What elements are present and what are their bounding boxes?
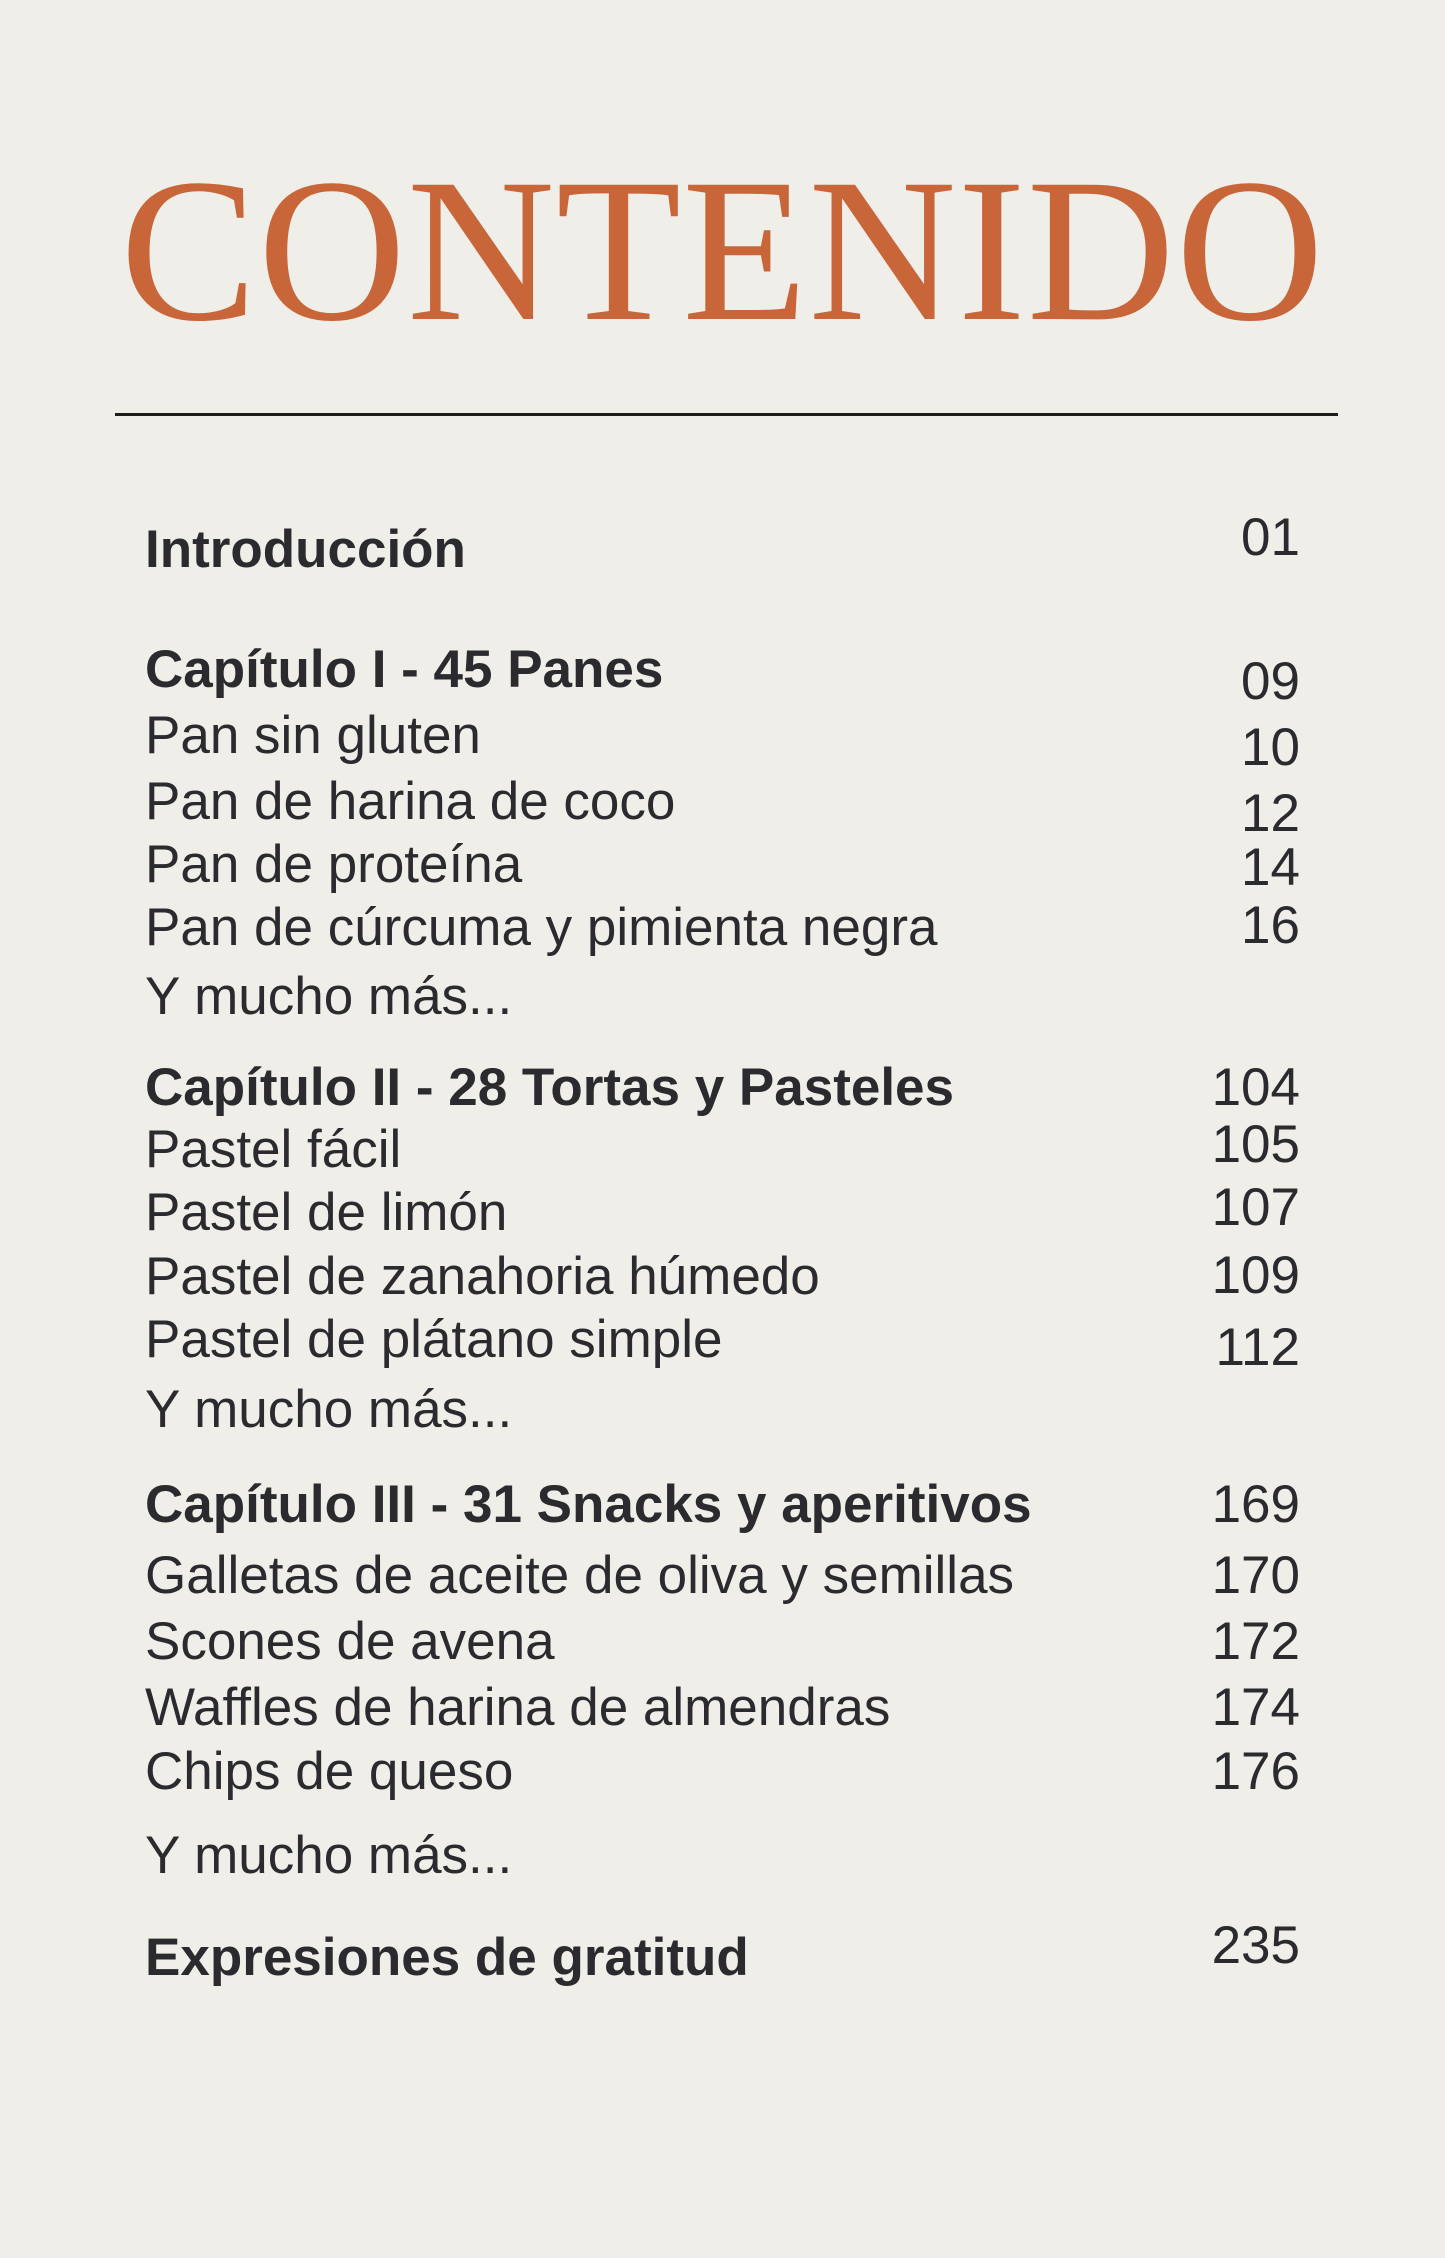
toc-entry: Pastel de plátano simple <box>145 1310 723 1369</box>
toc-page: 10 <box>1241 718 1300 777</box>
toc-chapter-2-page: 104 <box>1211 1058 1300 1117</box>
toc-page: 170 <box>1211 1546 1300 1605</box>
toc-page: 12 <box>1241 784 1300 843</box>
page-title: CONTENIDO <box>120 137 1325 364</box>
toc-chapter-3-heading: Capítulo III - 31 Snacks y aperitivos <box>145 1475 1032 1534</box>
toc-entry: Pastel fácil <box>145 1120 402 1179</box>
toc-entry: Waffles de harina de almendras <box>145 1678 891 1737</box>
toc-entry: Pan de proteína <box>145 835 523 894</box>
toc-entry: Scones de avena <box>145 1612 555 1671</box>
toc-entry-gratitud: Expresiones de gratitud <box>145 1928 749 1987</box>
toc-more: Y mucho más... <box>145 1826 513 1885</box>
toc-entry: Pastel de limón <box>145 1183 508 1242</box>
toc-page: 174 <box>1211 1678 1300 1737</box>
toc-entry-introduccion: Introducción <box>145 520 466 579</box>
toc-entry: Pan sin gluten <box>145 706 481 765</box>
toc-page: 105 <box>1211 1115 1300 1174</box>
toc-more: Y mucho más... <box>145 967 513 1026</box>
toc-page: 176 <box>1211 1742 1300 1801</box>
toc-page: 16 <box>1241 896 1300 955</box>
toc-chapter-1-heading: Capítulo I - 45 Panes <box>145 640 664 699</box>
toc-page: 14 <box>1241 838 1300 897</box>
toc-entry: Pastel de zanahoria húmedo <box>145 1247 820 1306</box>
title-divider <box>115 413 1338 416</box>
toc-entry: Pan de cúrcuma y pimienta negra <box>145 898 938 957</box>
toc-chapter-2-heading: Capítulo II - 28 Tortas y Pasteles <box>145 1058 955 1117</box>
toc-entry: Galletas de aceite de oliva y semillas <box>145 1546 1015 1605</box>
toc-chapter-1-page: 09 <box>1241 652 1300 711</box>
toc-page: 172 <box>1211 1612 1300 1671</box>
toc-entry: Chips de queso <box>145 1742 514 1801</box>
toc-page: 107 <box>1211 1178 1300 1237</box>
toc-entry: Pan de harina de coco <box>145 772 676 831</box>
toc-page: 112 <box>1215 1318 1300 1377</box>
toc-page: 109 <box>1211 1246 1300 1305</box>
toc-page-gratitud: 235 <box>1211 1916 1300 1975</box>
toc-chapter-3-page: 169 <box>1211 1475 1300 1534</box>
toc-more: Y mucho más... <box>145 1380 513 1439</box>
toc-page-introduccion: 01 <box>1241 508 1300 567</box>
